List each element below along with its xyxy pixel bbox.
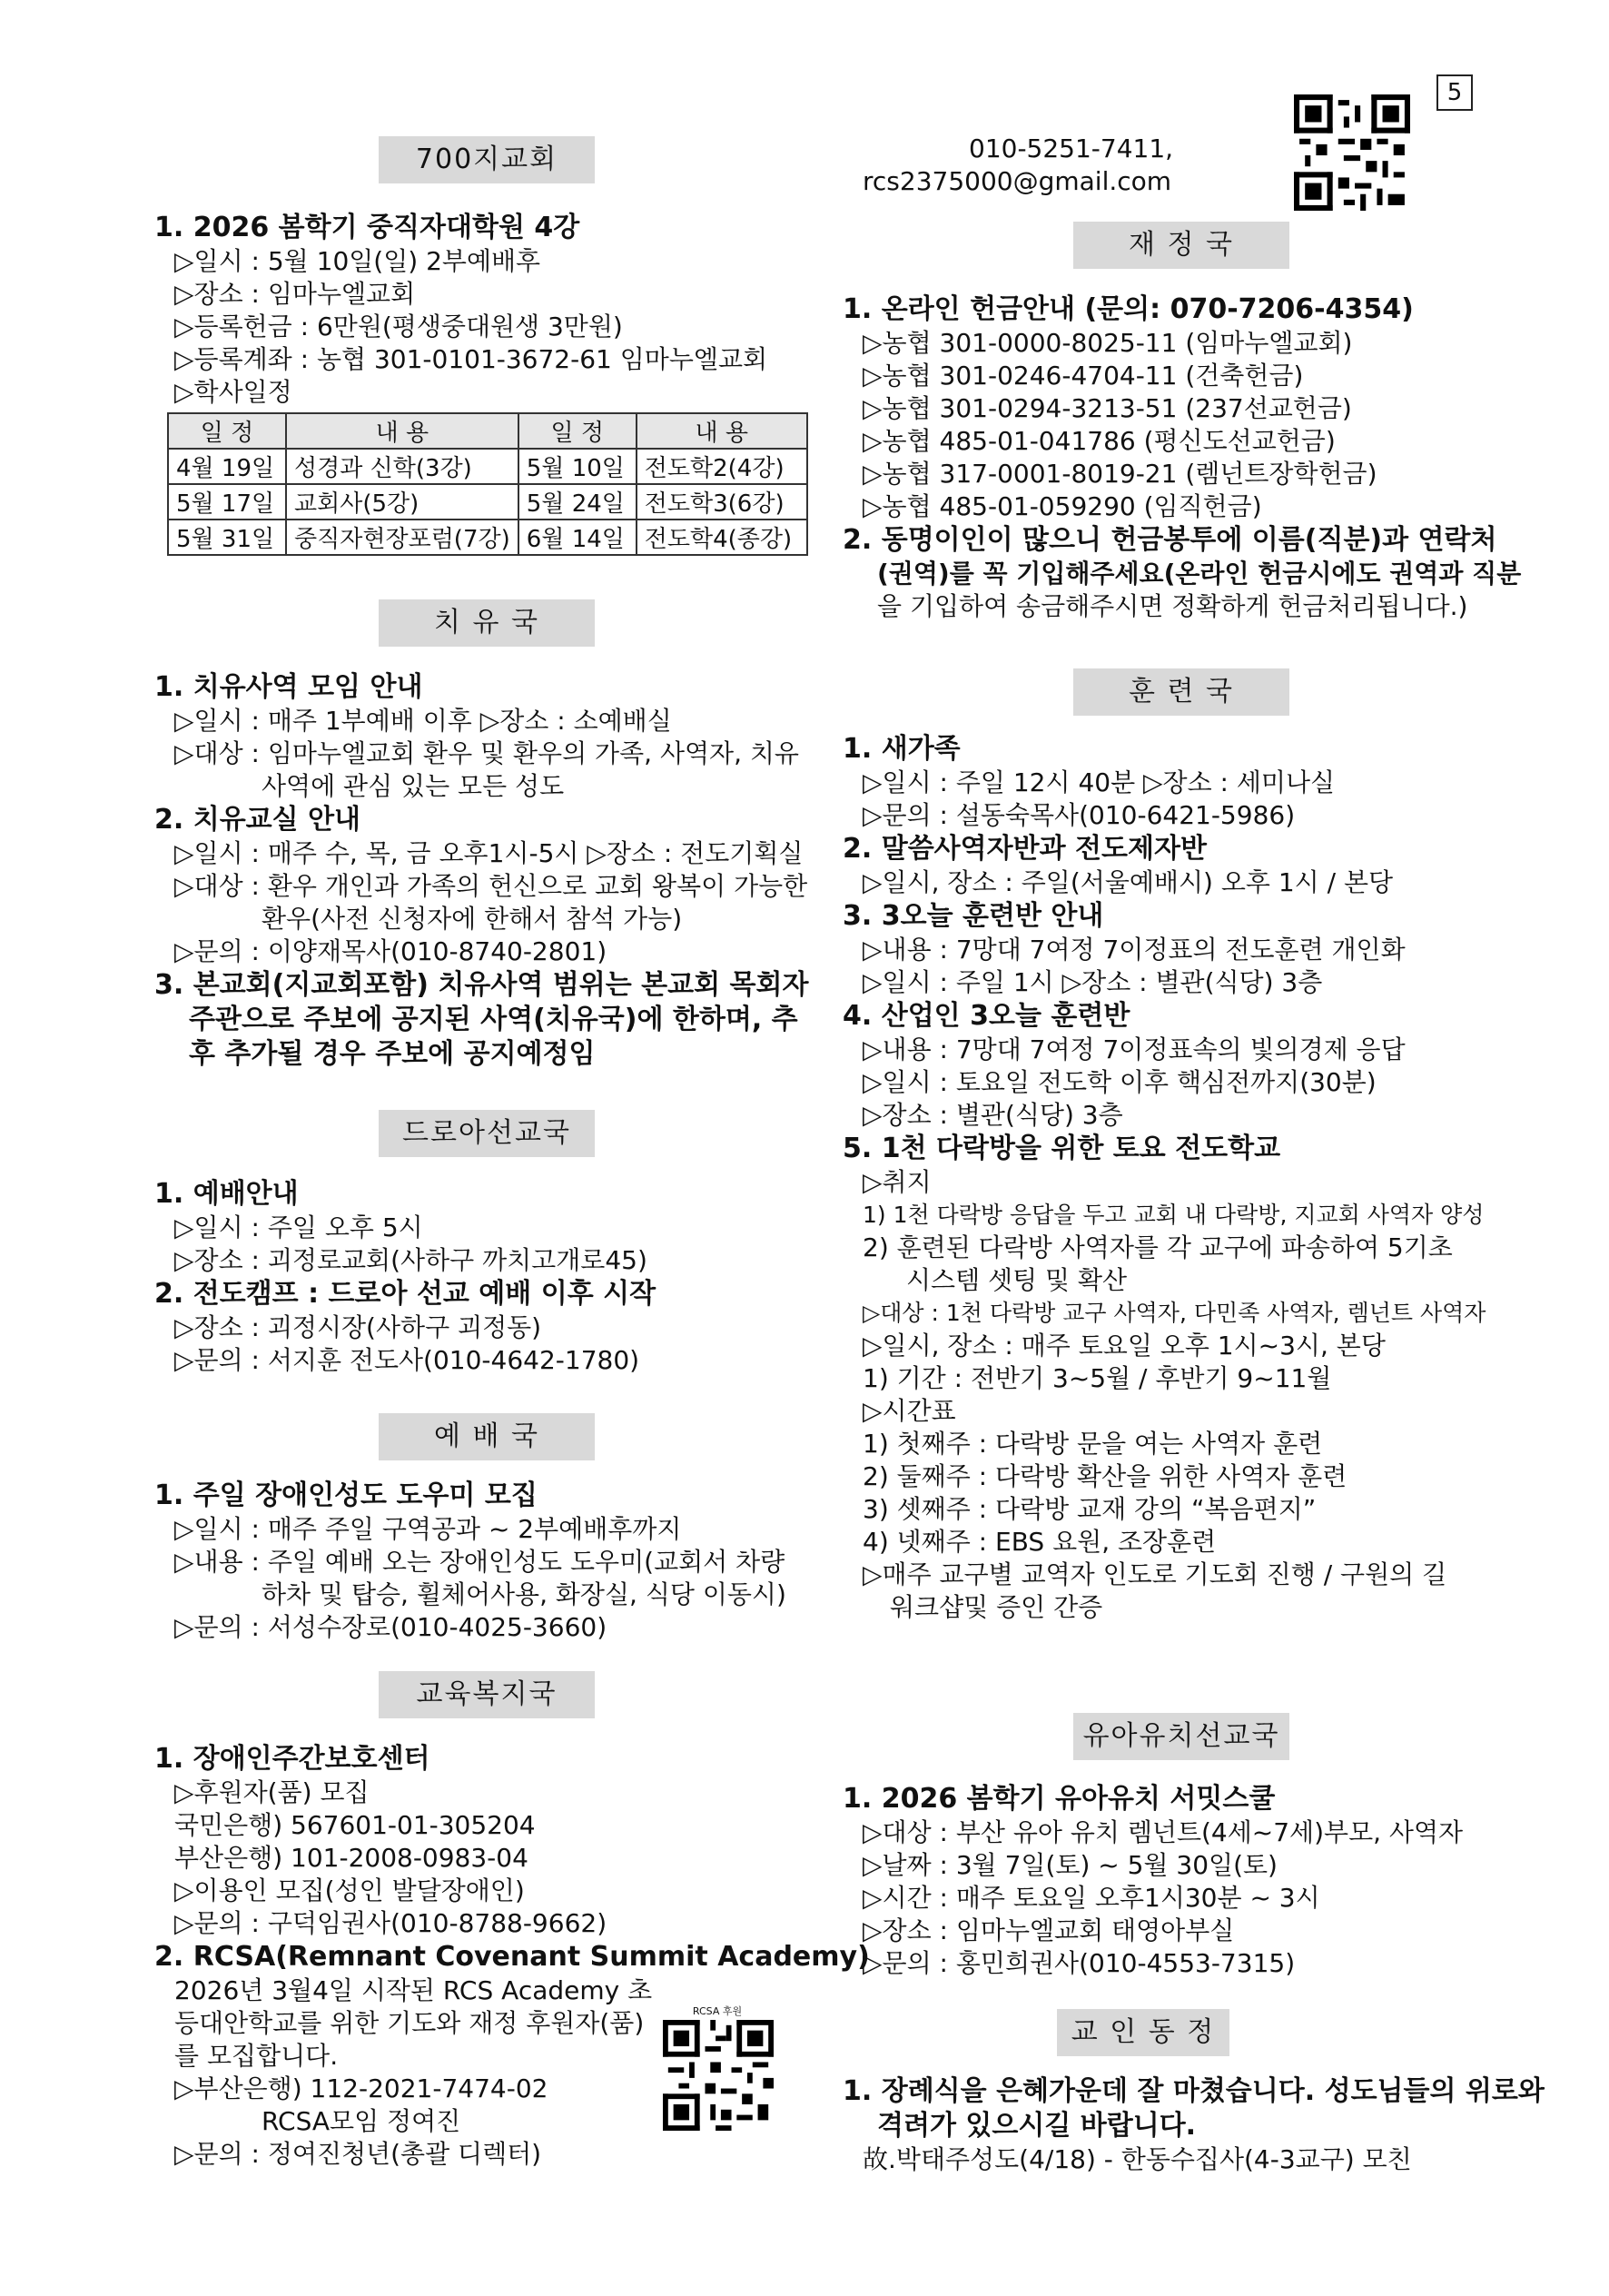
item-line: ▷매주 교구별 교역자 인도로 기도회 진행 / 구원의 길 [863,1559,1447,1589]
table-row [168,520,807,555]
item-line: ▷농협 301-0294-3213-51 (237선교헌금) [863,393,1352,423]
item-title: 1. 치유사역 모임 안내 [154,671,423,703]
item-title: 3. 3오늘 훈련반 안내 [843,900,1104,932]
item-title-cont: 격려가 있으시길 바랍니다. [877,2110,1197,2142]
item-line: 2026년 3월4일 시작된 RCS Academy 초 [174,1975,653,2005]
item-line: ▷대상 : 임마누엘교회 환우 및 환우의 가족, 사역자, 치유 [174,738,799,768]
contact-phone: 010-5251-7411, [969,134,1174,163]
section-header-training: 훈 련 국 [1073,668,1289,716]
item-line: ▷문의 : 설동숙목사(010-6421-5986) [863,800,1296,830]
item-line: ▷문의 : 정여진청년(총괄 디렉터) [174,2139,542,2169]
item-title: 1. 주일 장애인성도 도우미 모집 [154,1480,538,1511]
section-header-worship: 예 배 국 [379,1413,595,1460]
item-line: ▷대상 : 환우 개인과 가족의 헌신으로 교회 왕복이 가능한 [174,871,808,901]
item-line: ▷일시 : 주일 오후 5시 [174,1212,423,1242]
item-line: ▷농협 485-01-041786 (평신도선교헌금) [863,426,1336,456]
item-line: ▷문의 : 서지훈 전도사(010-4642-1780) [174,1345,640,1375]
item-line: ▷등록계좌 : 농협 301-0101-3672-61 임마누엘교회 [174,344,768,374]
item-line: 사역에 관심 있는 모든 성도 [262,771,565,801]
table-header: 일 정 [518,413,637,449]
item-line: ▷일시, 장소 : 주일(서울예배시) 오후 1시 / 본당 [863,867,1394,897]
item-line: 을 기입하여 송금해주시면 정확하게 헌금처리됩니다.) [877,591,1468,621]
item-title: 4. 산업인 3오늘 훈련반 [843,1000,1130,1032]
item-title: 2. 치유교실 안내 [154,804,361,836]
item-title: 1. 온라인 헌금안내 (문의: 070-7206-4354) [843,293,1414,325]
item-line: ▷내용 : 7망대 7여정 7이정표속의 빛의경제 응답 [863,1034,1406,1064]
item-line: ▷일시 : 토요일 전도학 이후 핵심전까지(30분) [863,1067,1377,1097]
table-cell: 전도학4(종강) [637,520,807,555]
table-cell: 전도학2(4강) [637,449,807,484]
item-line: ▷대상 : 부산 유아 유치 렘넌트(4세~7세)부모, 사역자 [863,1817,1464,1847]
table-cell: 교회사(5강) [286,484,518,520]
item-line: 1) 기간 : 전반기 3~5월 / 후반기 9~11월 [863,1363,1332,1393]
item-line: ▷대상 : 1천 다락방 교구 사역자, 다민족 사역자, 렘넌트 사역자 [863,1300,1486,1326]
table-cell: 6월 14일 [518,520,637,555]
section-header-droa: 드로아선교국 [379,1110,595,1157]
item-line: ▷일시 : 주일 1시 ▷장소 : 별관(식당) 3층 [863,967,1323,997]
table-cell: 4월 19일 [168,449,286,484]
item-line: ▷농협 301-0000-8025-11 (임마누엘교회) [863,328,1353,358]
qr-code-top-icon [1294,94,1410,211]
item-line: ▷일시 : 주일 12시 40분 ▷장소 : 세미나실 [863,767,1336,797]
item-title: 2. 말씀사역자반과 전도제자반 [843,833,1207,865]
item-line: ▷문의 : 이양재목사(010-8740-2801) [174,936,607,966]
table-cell: 5월 17일 [168,484,286,520]
qr-label-rcsa: RCSA 후원 [692,2005,743,2017]
item-line: ▷문의 : 홍민희권사(010-4553-7315) [863,1948,1296,1978]
section-header-healing: 치 유 국 [379,599,595,647]
item-line: 워크샵및 증인 간증 [890,1592,1103,1622]
item-title: 1. 장애인주간보호센터 [154,1743,430,1775]
item-title: 1. 장례식을 은혜가운데 잘 마쳤습니다. 성도님들의 위로와 [843,2075,1545,2107]
item-line: 3) 셋째주 : 다락방 교재 강의 “복음편지” [863,1494,1317,1524]
item-line: ▷장소 : 임마누엘교회 태영아부실 [863,1915,1235,1945]
item-line: ▷농협 301-0246-4704-11 (건축헌금) [863,361,1304,391]
item-line: 1) 1천 다락방 응답을 두고 교회 내 다락방, 지교회 사역자 양성 [863,1202,1485,1228]
item-line: ▷부산은행) 112-2021-7474-02 [174,2073,548,2103]
table-cell: 5월 31일 [168,520,286,555]
item-line: 故.박태주성도(4/18) - 한동수집사(4-3교구) 모친 [863,2144,1412,2174]
item-title-cont: 주관으로 주보에 공지된 사역(치유국)에 한하며, 추 [189,1004,798,1035]
item-title-cont: 후 추가될 경우 주보에 공지예정임 [189,1038,596,1070]
item-line: ▷내용 : 주일 예배 오는 장애인성도 도우미(교회서 차량 [174,1547,785,1577]
item-title: 5. 1천 다락방을 위한 토요 전도학교 [843,1133,1281,1164]
table-header-row [168,413,807,449]
section-news-content [843,2074,1545,2176]
section-header-kids: 유아유치선교국 [1073,1713,1289,1760]
item-title: 2. 동명이인이 많으니 헌금봉투에 이름(직분)과 연락처 [843,524,1497,556]
item-line: ▷일시 : 매주 주일 구역공과 ~ 2부예배후까지 [174,1514,682,1544]
item-title: 1. 2026 봄학기 중직자대학원 4강 [154,212,580,243]
qr-code-rcsa [663,2020,774,2131]
item-line: ▷일시 : 매주 1부예배 이후 ▷장소 : 소예배실 [174,706,672,736]
section-header-news: 교 인 동 정 [1057,2009,1229,2056]
item-title: 2. RCSA(Remnant Covenant Summit Academy) [154,1941,870,1973]
item-line: ▷장소 : 괴정로교회(사하구 까치고개로45) [174,1245,647,1275]
section-droa-content [154,1177,808,1377]
table-cell: 5월 10일 [518,449,637,484]
section-700-content [154,211,808,409]
item-line: ▷취지 [863,1167,932,1197]
item-line: 를 모집합니다. [174,2041,339,2071]
item-line: ▷등록헌금 : 6만원(평생중대원생 3만원) [174,312,623,341]
qr-code-rcsa-icon [663,2020,774,2131]
item-line: ▷일시, 장소 : 매주 토요일 오후 1시~3시, 본당 [863,1331,1386,1361]
item-line: ▷장소 : 임마누엘교회 [174,279,416,309]
qr-code-top [1294,94,1410,211]
item-line: ▷시간표 [863,1396,956,1426]
item-line: ▷문의 : 구덕임권사(010-8788-9662) [174,1908,607,1938]
table-header: 내 용 [286,413,518,449]
item-line: ▷내용 : 7망대 7여정 7이정표의 전도훈련 개인화 [863,935,1406,965]
item-line: 등대안학교를 위한 기도와 재정 후원자(품) [174,2008,645,2038]
table-cell: 성경과 신학(3강) [286,449,518,484]
item-title: 1. 2026 봄학기 유아유치 서밋스쿨 [843,1783,1276,1815]
section-worship-content [154,1479,808,1644]
item-line: ▷장소 : 괴정시장(사하구 괴정동) [174,1312,542,1342]
item-line: ▷학사일정 [174,377,292,407]
section-header-eduwelfare: 교육복지국 [379,1671,595,1718]
item-line: 부산은행) 101-2008-0983-04 [174,1843,528,1873]
section-header-finance: 재 정 국 [1073,222,1289,269]
item-line: ▷농협 317-0001-8019-21 (렘넌트장학헌금) [863,459,1377,489]
schedule-table [167,412,808,556]
item-line: RCSA모임 정여진 [262,2106,461,2136]
item-title: 1. 새가족 [843,733,961,765]
item-line: 2) 둘째주 : 다락방 확산을 위한 사역자 훈련 [863,1461,1347,1491]
item-line: 국민은행) 567601-01-305204 [174,1810,536,1840]
section-kids-content [843,1782,1478,1980]
item-line: 4) 넷째주 : EBS 요원, 조장훈련 [863,1527,1217,1557]
item-line: ▷시간 : 매주 토요일 오후1시30분 ~ 3시 [863,1883,1320,1913]
table-cell: 전도학3(6강) [637,484,807,520]
item-line: (권역)를 꼭 기입해주세요(온라인 헌금시에도 권역과 직분 [877,559,1522,589]
table-cell: 중직자현장포럼(7강) [286,520,518,555]
section-healing-content [154,670,808,1072]
table-cell: 5월 24일 [518,484,637,520]
item-line: ▷이용인 모집(성인 발달장애인) [174,1875,525,1905]
item-line: ▷문의 : 서성수장로(010-4025-3660) [174,1612,607,1642]
section-finance-content [843,292,1522,623]
section-header-700: 700지교회 [379,136,595,183]
item-line: 환우(사전 신청자에 한해서 참석 가능) [262,904,683,934]
table-header: 내 용 [637,413,807,449]
item-title: 3. 본교회(지교회포함) 치유사역 범위는 본교회 목회자 [154,969,809,1001]
item-line: ▷장소 : 별관(식당) 3층 [863,1100,1123,1130]
item-line: ▷일시 : 5월 10일(일) 2부예배후 [174,246,541,276]
contact-email: rcs2375000@gmail.com [863,166,1172,196]
table-row [168,484,807,520]
item-line: 2) 훈련된 다락방 사역자를 각 교구에 파송하여 5기초 [863,1232,1453,1262]
item-line: 시스템 셋팅 및 확산 [906,1265,1128,1295]
item-line: ▷농협 485-01-059290 (임직헌금) [863,491,1262,521]
item-line: ▷날짜 : 3월 7일(토) ~ 5월 30일(토) [863,1850,1278,1880]
item-line: 하차 및 탑승, 휠체어사용, 화장실, 식당 이동시) [262,1579,786,1609]
item-title: 2. 전도캠프 : 드로아 선교 예배 이후 시작 [154,1278,656,1310]
item-line: ▷일시 : 매주 수, 목, 금 오후1시-5시 ▷장소 : 전도기획실 [174,838,804,868]
section-training-content [843,732,1486,1624]
item-line: ▷후원자(품) 모집 [174,1777,370,1807]
table-row [168,449,807,484]
item-line: 1) 첫째주 : 다락방 문을 여는 사역자 훈련 [863,1429,1323,1459]
item-title: 1. 예배안내 [154,1178,299,1210]
page-number: 5 [1436,74,1473,111]
table-header: 일 정 [168,413,286,449]
